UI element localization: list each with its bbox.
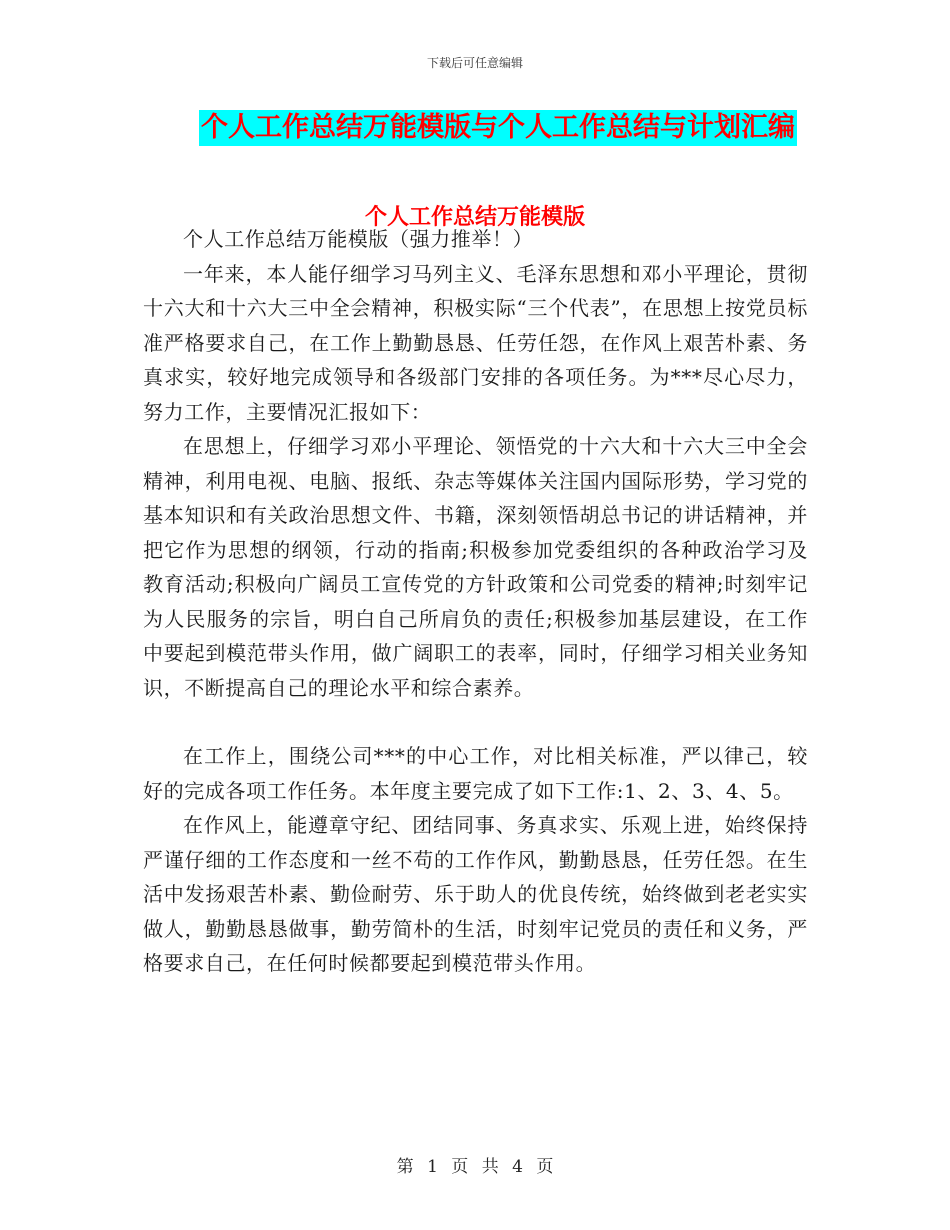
paragraph-work: 在工作上，围绕公司***的中心工作，对比相关标准，严以律己，较好的完成各项工作任务。本年度主要完成了如下工作:1、2、3、4、5。	[143, 744, 808, 803]
main-title-container	[0, 110, 950, 146]
paragraph-opening: 一年来，本人能仔细学习马列主义、毛泽东思想和邓小平理论，贯彻十六大和十六大三中全会精神，积极实际“三个代表”，在思想上按党员标准严格要求自己，在工作上勤勤恳恳、任劳任怨，在作风上艰苦朴素、务真求实，较好地完成领导和各级部门安排的各项任务。为***尽心尽力，努力工作，主要情况汇报如下：	[143, 261, 808, 424]
page-number: 第 1 页 共 4 页	[396, 1157, 554, 1177]
paragraph-thought: 在思想上，仔细学习邓小平理论、领悟党的十六大和十六大三中全会精神，利用电视、电脑、报纸、杂志等媒体关注国内国际形势，学习党的基本知识和有关政治思想文件、书籍，深刻领悟胡总书记的讲话精神，并把它作为思想的纲领，行动的指南;积极参加党委组织的各种政治学习及教育活动;积极向广阔员工宣传党的方针政策和公司党委的精神;时刻牢记为人民服务的宗旨，明白自己所肩负的责任;积极参加基层建设，在工作中要起到模范带头作用，做广阔职工的表率，同时，仔细学习相关业务知识，不断提高自己的理论水平和综合素养。	[143, 434, 808, 700]
body-content	[143, 222, 808, 981]
paragraph-heading: 个人工作总结万能模版（强力推举！）	[183, 227, 534, 251]
section-title: 个人工作总结万能模版	[364, 204, 585, 230]
paragraph-style: 在作风上，能遵章守纪、团结同事、务真求实、乐观上进，始终保持严谨仔细的工作态度和一丝不苟的工作作风，勤勤恳恳，任劳任怨。在生活中发扬艰苦朴素、勤俭耐劳、乐于助人的优良传统，始终做到老老实实做人，勤勤恳恳做事，勤劳简朴的生活，时刻牢记党员的责任和义务，严格要求自己，在任何时候都要起到模范带头作用。	[143, 813, 808, 975]
main-title: 个人工作总结万能模版与个人工作总结与计划汇编	[199, 110, 797, 146]
header-note: 下载后可任意编辑	[426, 56, 523, 70]
